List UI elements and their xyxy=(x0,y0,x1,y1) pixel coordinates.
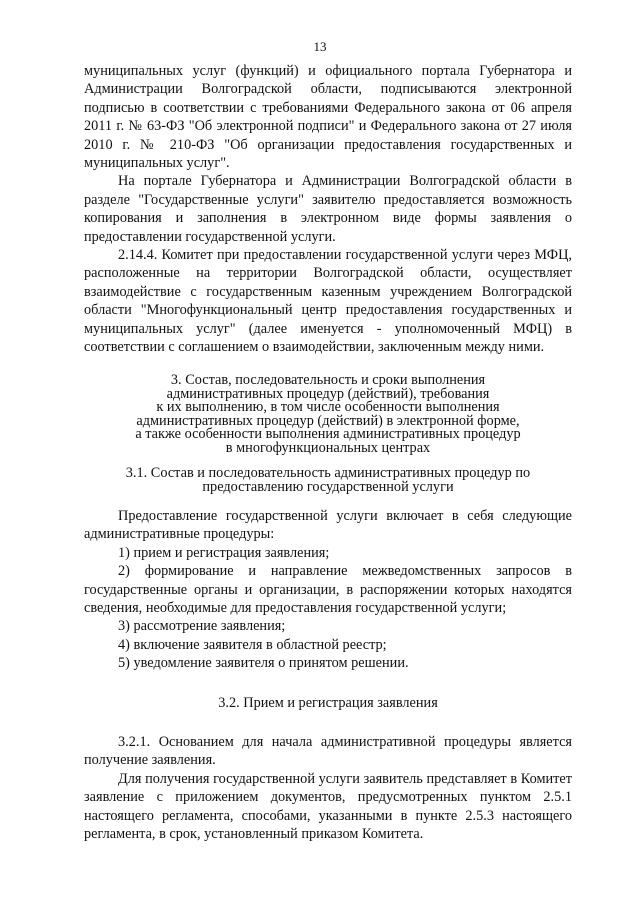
heading-line: в многофункциональных центрах xyxy=(225,439,431,456)
procedures-block xyxy=(84,507,572,673)
top-text-block xyxy=(84,62,572,357)
list-item: 4) включение заявителя в областной реестр; xyxy=(118,636,387,653)
paragraph: 2.14.4. Комитет при предоставлении государственной услуги через МФЦ, расположенные на территории Волгоградской области, осуществляет взаимодействие с государственным казенным учреждением Волгоградской области "Многофункциональный центр предоставления государственных и муниципальных услуг" (далее именуется - уполномоченный МФЦ) в соответствии с соглашением о взаимодействии, заключенным между ними. xyxy=(84,247,572,356)
section-3-2-heading: 3.2. Прием и регистрация заявления xyxy=(218,695,438,711)
heading-line: административных процедур (действий), требования xyxy=(166,385,490,402)
paragraph: 3.2.1. Основанием для начала административной процедуры является получение заявления. xyxy=(84,734,572,769)
paragraph: Предоставление государственной услуги включает в себя следующие административные процедуры: xyxy=(84,508,572,543)
heading-line: предоставлению государственной услуги xyxy=(202,478,454,495)
list-item: 2) формирование и направление межведомственных запросов в государственные органы и организации, в распоряжении которых находятся сведения, необходимые для предоставления государственной услуги; xyxy=(84,563,572,617)
bottom-text-block xyxy=(84,733,572,843)
list-item: 1) прием и регистрация заявления; xyxy=(118,544,330,561)
section-3-heading xyxy=(84,374,572,455)
heading-line: 3.1. Состав и последовательность административных процедур по xyxy=(125,465,531,481)
heading-line: административных процедур (действий) в электронной форме, xyxy=(136,412,520,429)
paragraph: На портале Губернатора и Администрации Волгоградской области в разделе "Государственные услуги" заявителю предоставляется возможность копирования и заполнения в электронном виде формы заявления о предоставлении государственной услуги. xyxy=(84,173,572,245)
page-number: 13 xyxy=(313,39,327,54)
section-3-1-heading xyxy=(84,467,572,494)
list-item: 3) рассмотрение заявления; xyxy=(118,618,286,635)
list-item: 5) уведомление заявителя о принятом решении. xyxy=(118,655,409,672)
heading-line: 3. Состав, последовательность и сроки выполнения xyxy=(170,372,486,388)
heading-line: к их выполнению, в том числе особенности выполнения xyxy=(156,399,500,415)
paragraph: муниципальных услуг (функций) и официального портала Губернатора и Администрации Волгоградской области, подписываются электронной подписью в соответствии с требованиями Федерального закона от 06 апреля 2011 г. № 63-ФЗ "Об электронной подписи" и Федерального закона от 27 июля 2010 г. № 210-ФЗ "Об организации предоставления государственных и муниципальных услуг". xyxy=(84,63,572,172)
paragraph: Для получения государственной услуги заявитель представляет в Комитет заявление с приложением документов, предусмотренных пунктом 2.5.1 настоящего регламента, способами, указанными в пункте 2.5.3 настоящего регламента, в срок, установленный приказом Комитета. xyxy=(84,770,572,843)
heading-line: а также особенности выполнения административных процедур xyxy=(135,426,521,442)
